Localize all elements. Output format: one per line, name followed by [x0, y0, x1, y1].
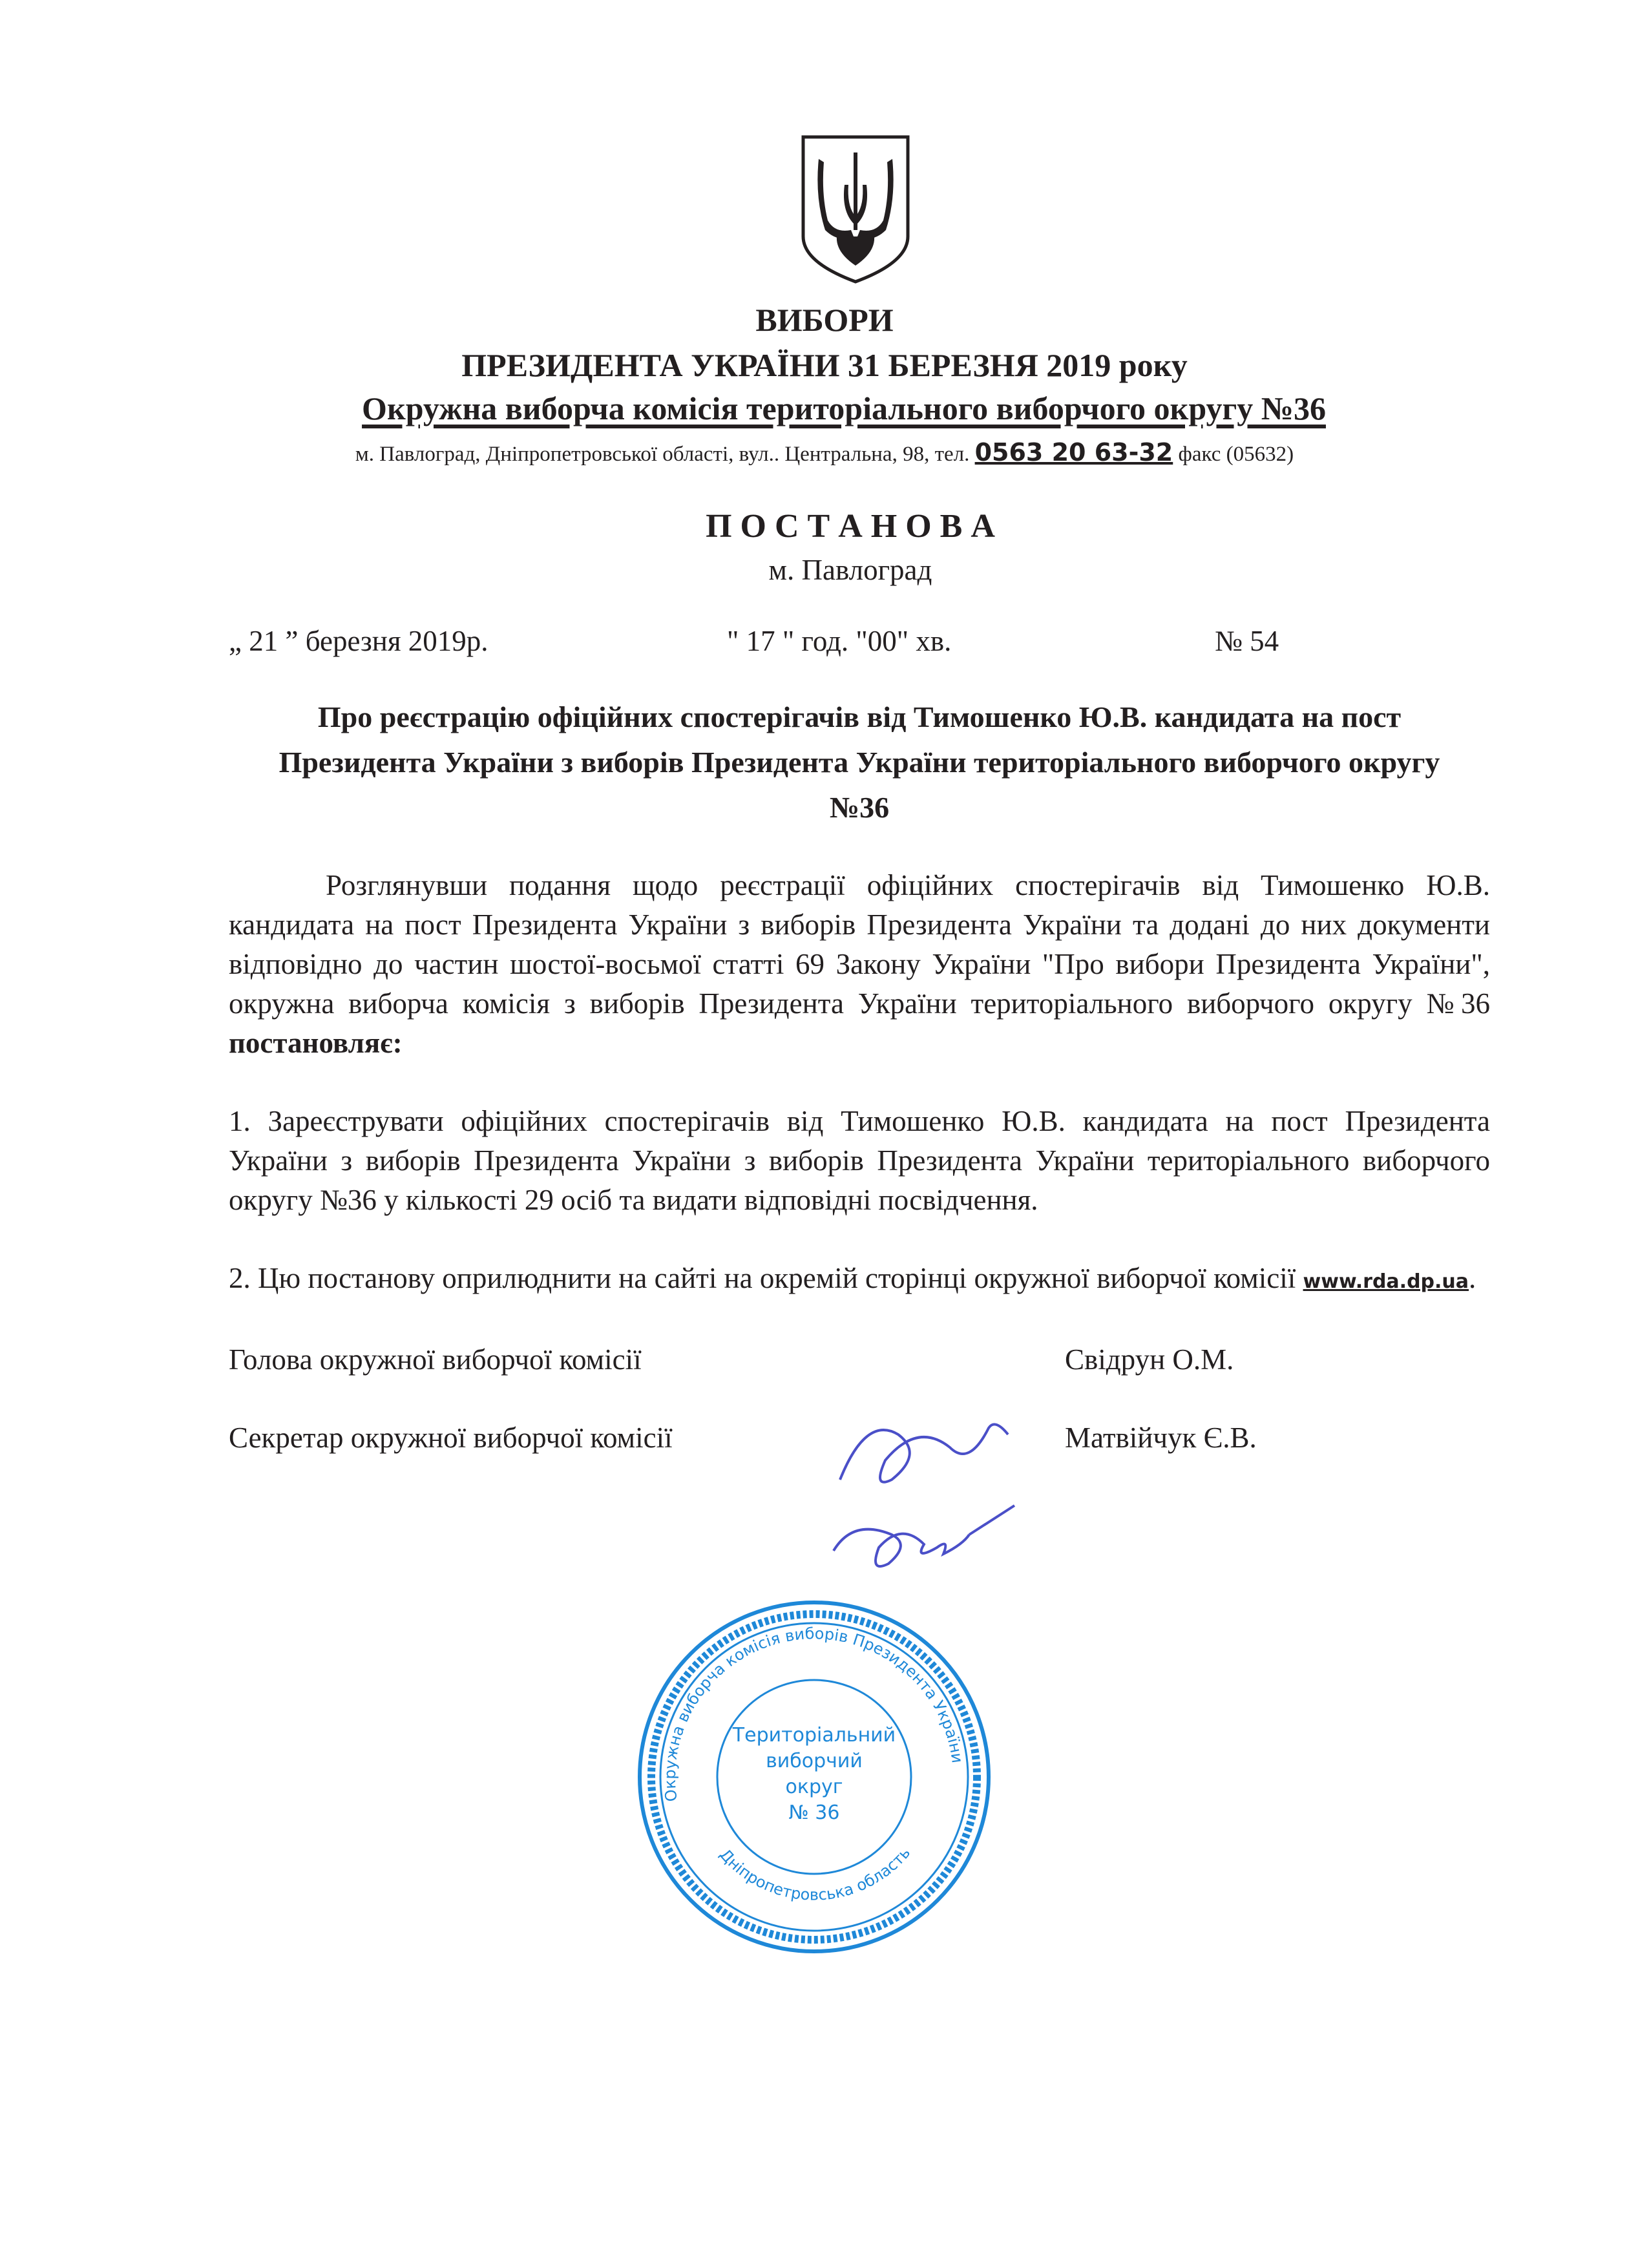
website-link[interactable]: www.rda.dp.ua — [1303, 1270, 1469, 1293]
header-elections: ВИБОРИ — [755, 302, 894, 338]
chair-signature-row — [229, 1340, 1490, 1380]
chair-signature — [827, 1409, 1021, 1493]
document-type: П О С Т А Н О В А — [706, 508, 995, 545]
document-number: № 54 — [1215, 625, 1279, 657]
secretary-name: Матвійчук Є.В. — [1065, 1422, 1257, 1454]
stamp-center-3: округ — [785, 1776, 843, 1798]
document-title: Про реєстрацію офіційних спостерігачів від Тимошенко Ю.В. кандидата на пост Президента України з виборів Президента України територіального виборчого округу №36 — [278, 700, 1440, 824]
document-city: м. Павлоград — [768, 554, 932, 586]
chair-title: Голова окружної виборчої комісії — [229, 1343, 642, 1376]
stamp-outer-text: Окружна виборча комісія виборів Президента України — [660, 1624, 967, 1803]
document-date: „ 21 ” березня 2019р. — [229, 625, 488, 657]
header-commission — [0, 389, 1649, 428]
commission-name: Окружна виборча комісія територіального виборчого округу №36 — [362, 390, 1326, 426]
secretary-signature — [827, 1499, 1021, 1577]
document-time: " 17 " год. "00" хв. — [727, 625, 952, 657]
official-stamp — [633, 1596, 995, 1958]
preamble — [229, 866, 1490, 1063]
header-president-elections: ПРЕЗИДЕНТА УКРАЇНИ 31 БЕРЕЗНЯ 2019 року — [461, 347, 1188, 383]
header-address-line — [0, 438, 1649, 468]
item-2-text: 2. Цю постанову оприлюднити на сайті на окремій сторінці окружної виборчої комісії — [229, 1262, 1296, 1294]
stamp-center-4: № 36 — [788, 1801, 840, 1824]
resolves-word: постановляє: — [229, 1027, 403, 1059]
secretary-title: Секретар окружної виборчої комісії — [229, 1422, 673, 1454]
phone-number: 0563 20 63-32 — [974, 438, 1173, 467]
coat-of-arms-trident-icon — [799, 133, 912, 286]
address: м. Павлоград, Дніпропетровської області, вул.. Центральна, 98, тел. — [355, 443, 970, 466]
item-1: 1. Зареєструвати офіційних спостерігачів від Тимошенко Ю.В. кандидата на пост Президента України з виборів Президента України з виборів Президента України територіального виборчого округу №36 у кількості 29 осіб та видати відповідні посвідчення. — [229, 1105, 1490, 1216]
stamp-bottom-text: Дніпропетровська область — [716, 1843, 914, 1904]
fax: факс (05632) — [1178, 443, 1294, 466]
item-2: 2. Цю постанову оприлюднити на сайті на окремій сторінці окружної виборчої комісії www.rda.dp.ua. — [229, 1262, 1476, 1294]
stamp-center-2: виборчий — [766, 1750, 863, 1772]
preamble-text: Розглянувши подання щодо реєстрації офіційних спостерігачів від Тимошенко Ю.В. кандидата на пост Президента України з виборів Президента України та додані до них документи відповідно до частин шостої-восьмої статті 69 Закону України "Про вибори Президента України", окружна виборча комісія з виборів Президента України територіального виборчого округу №36 — [229, 869, 1490, 1020]
document-body — [229, 695, 1490, 1458]
stamp-center-1: Територіальний — [732, 1724, 896, 1747]
chair-name: Свідрун О.М. — [1065, 1343, 1234, 1376]
